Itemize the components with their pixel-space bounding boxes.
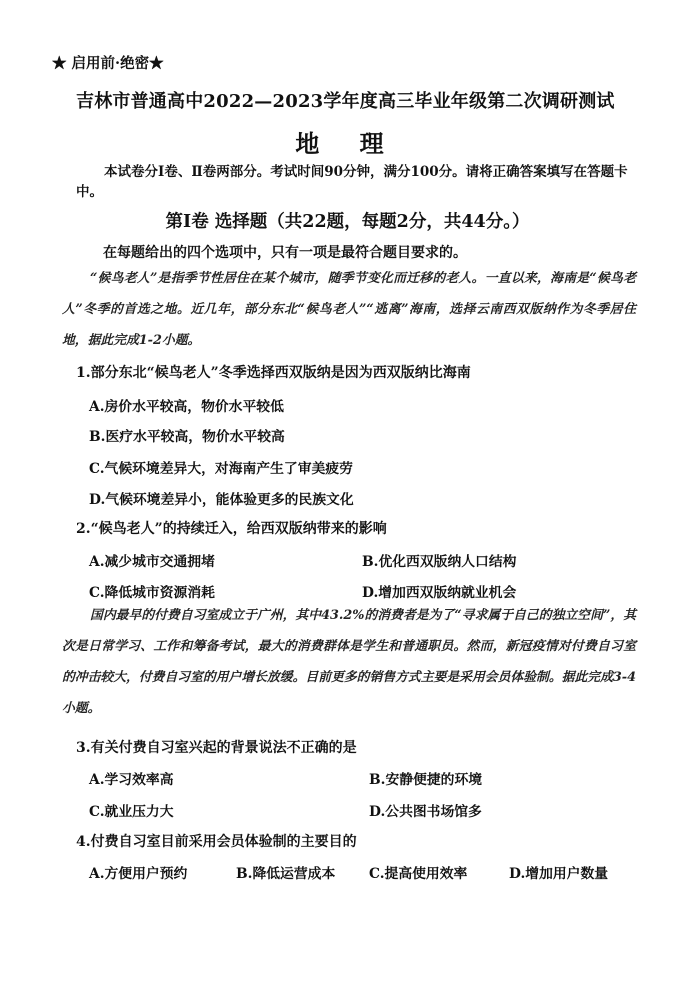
question-3-option-b: B.安静便捷的环境	[369, 772, 483, 788]
question-1-option-c: C.气候环境差异大，对海南产生了审美疲劳	[89, 461, 353, 477]
exam-title: 吉林市普通高中2022—2023学年度高三毕业年级第二次调研测试	[76, 91, 615, 112]
question-3-option-d: D.公共图书场馆多	[369, 804, 482, 820]
question-4-option-d: D.增加用户数量	[509, 866, 609, 882]
question-4-option-c: C.提高使用效率	[369, 866, 468, 882]
question-2-stem: 2.“候鸟老人”的持续迁入，给西双版纳带来的影响	[76, 521, 387, 537]
question-4-stem: 4.付费自习室目前采用会员体验制的主要目的	[76, 834, 357, 850]
question-2-option-c: C.降低城市资源消耗	[89, 585, 215, 601]
passage-1: “候鸟老人”是指季节性居住在某个城市，随季节变化而迁移的老人。一直以来，海南是“候鸟老人”冬季的首选之地。近几年，部分东北“候鸟老人”“逃离”海南，选择云南西双版纳作为冬季居住地，据此完成1-2小题。	[62, 271, 636, 348]
subject-title: 地 理	[295, 129, 400, 158]
question-3-option-a: A.学习效率高	[89, 772, 174, 788]
question-4-option-a: A.方便用户预约	[89, 866, 188, 882]
question-3-stem: 3.有关付费自习室兴起的背景说法不正确的是	[76, 740, 357, 756]
exam-intro: 本试卷分Ⅰ卷、Ⅱ卷两部分。考试时间90分钟，满分100分。请将正确答案填写在答题卡中。	[76, 164, 628, 200]
part1-instruction: 在每题给出的四个选项中，只有一项是最符合题目要求的。	[103, 245, 467, 261]
passage-2: 国内最早的付费自习室成立于广州，其中43.2%的消费者是为了“寻求属于自己的独立空间”，其次是日常学习、工作和筹备考试，最大的消费群体是学生和普通职员。然而，新冠疫情对付费自习室的冲击较大，付费自习室的用户增长放缓。目前更多的销售方式主要是采用会员体验制。据此完成3-4小题。	[62, 608, 636, 716]
question-1-option-a: A.房价水平较高，物价水平较低	[89, 399, 284, 415]
question-1-option-b: B.医疗水平较高，物价水平较高	[89, 429, 285, 445]
question-3-option-c: C.就业压力大	[89, 804, 174, 820]
part1-title: 第Ⅰ卷 选择题（共22题，每题2分，共44分。）	[165, 212, 530, 232]
question-2-option-d: D.增加西双版纳就业机会	[362, 585, 517, 601]
question-2-option-a: A.减少城市交通拥堵	[89, 554, 215, 570]
secret-mark: ★ 启用前·绝密★	[52, 55, 164, 72]
question-1-stem: 1.部分东北“候鸟老人”冬季选择西双版纳是因为西双版纳比海南	[76, 365, 471, 381]
question-1-option-d: D.气候环境差异小，能体验更多的民族文化	[89, 492, 354, 508]
question-4-option-b: B.降低运营成本	[236, 866, 336, 882]
question-2-option-b: B.优化西双版纳人口结构	[362, 554, 517, 570]
